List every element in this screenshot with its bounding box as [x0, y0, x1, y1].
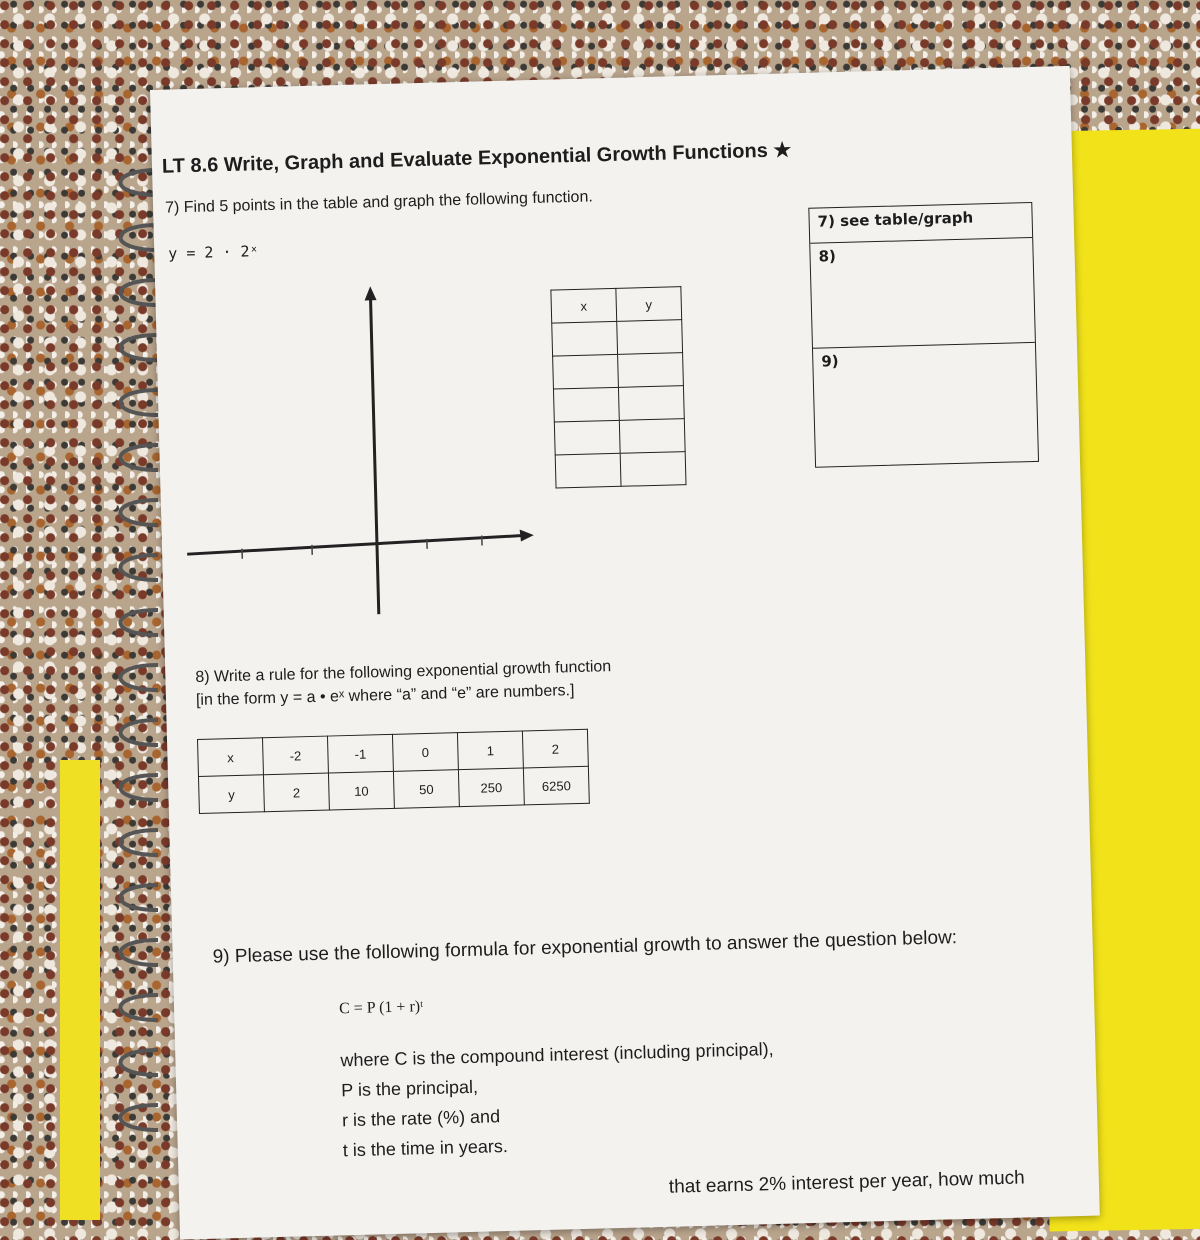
question-9-formula: C = P (1 + r)ᵗ	[339, 998, 424, 1018]
table-cell: 2	[522, 729, 588, 768]
answer-8[interactable]: 8)	[810, 238, 1035, 349]
definition-line: P is the principal,	[341, 1077, 478, 1102]
question-9-continued: that earns 2% interest per year, how much	[669, 1167, 1025, 1198]
table-cell[interactable]	[619, 419, 685, 454]
worksheet-paper	[150, 66, 1100, 1240]
table-cell: 10	[328, 771, 394, 810]
table-cell[interactable]	[553, 387, 619, 422]
table-cell: -1	[327, 734, 393, 773]
table-cell: -2	[262, 736, 328, 775]
answer-7[interactable]: 7) see table/graph	[809, 203, 1032, 244]
table-row-label-x: x	[198, 738, 264, 777]
table-cell[interactable]	[554, 420, 620, 455]
table-cell: 6250	[523, 766, 589, 805]
answer-box	[808, 202, 1039, 468]
coordinate-axes	[175, 280, 544, 629]
table-row-label-y: y	[198, 775, 264, 814]
definition-line: r is the rate (%) and	[342, 1106, 501, 1131]
yellow-folder-edge	[60, 760, 100, 1220]
table-cell[interactable]	[552, 321, 618, 356]
table-cell[interactable]	[553, 354, 619, 389]
question-8-prompt: 8) Write a rule for the following exponential growth function	[195, 658, 611, 687]
answer-9[interactable]: 9)	[813, 343, 1038, 467]
question-8-table	[197, 729, 590, 814]
question-7-prompt: 7) Find 5 points in the table and graph the following function.	[165, 188, 593, 217]
table-cell: 2	[263, 773, 329, 812]
definition-line: where C is the compound interest (including principal),	[340, 1039, 774, 1071]
table-cell[interactable]	[618, 386, 684, 421]
table-cell[interactable]	[620, 452, 686, 487]
worksheet-title: LT 8.6 Write, Graph and Evaluate Exponential Growth Functions ★	[162, 137, 792, 178]
table-cell: 250	[458, 768, 524, 807]
table-header-y: y	[616, 287, 682, 322]
table-cell[interactable]	[617, 320, 683, 355]
table-cell: 50	[393, 770, 459, 809]
table-cell: 0	[392, 733, 458, 772]
table-cell[interactable]	[555, 453, 621, 488]
table-cell: 1	[457, 731, 523, 770]
question-9-prompt: 9) Please use the following formula for exponential growth to answer the question below:	[212, 927, 957, 968]
question-8-instructions: [in the form y = a • eˣ where “a” and “e” are numbers.]	[196, 682, 575, 710]
question-7-formula: y = 2 · 2ˣ	[168, 242, 259, 262]
table-header-x: x	[551, 288, 617, 323]
table-cell[interactable]	[618, 353, 684, 388]
definition-line: t is the time in years.	[343, 1136, 509, 1161]
question-7-table	[550, 286, 686, 488]
